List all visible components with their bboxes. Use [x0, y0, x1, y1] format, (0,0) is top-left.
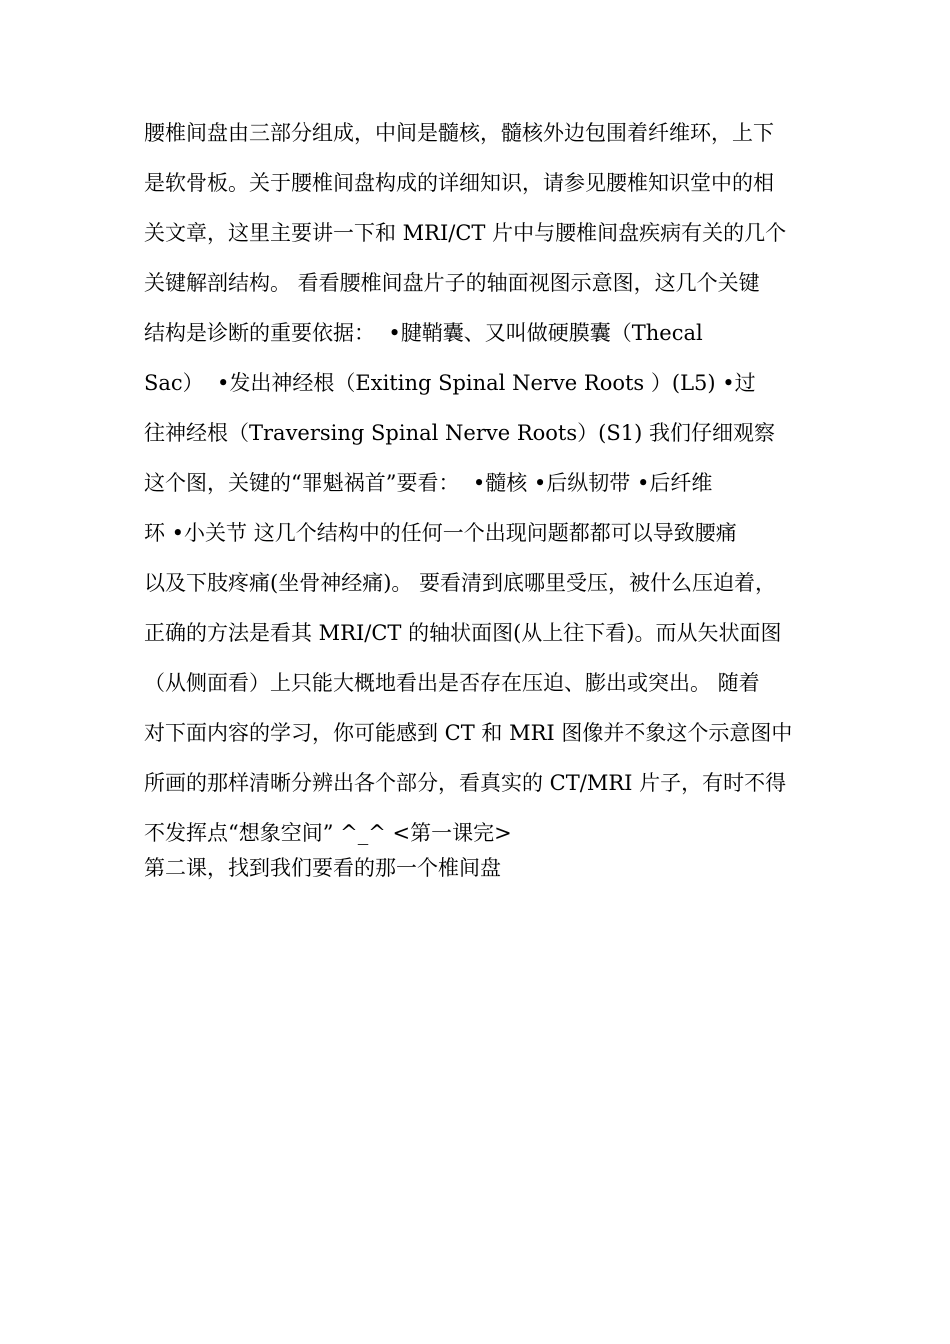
text-line: 第二课，找到我们要看的那一个椎间盘	[144, 856, 501, 880]
text-line: 往神经根（Traversing Spinal Nerve Roots）(S1) 我们仔细观察	[144, 421, 775, 445]
text-line: 环 •小关节 这几个结构中的任何一个出现问题都都可以导致腰痛	[144, 521, 737, 545]
text-line: Sac） •发出神经根（Exiting Spinal Nerve Roots ）(L5) •过	[144, 371, 756, 395]
text-line: 正确的方法是看其 MRI/CT 的轴状面图(从上往下看)。而从矢状面图	[144, 621, 782, 645]
paragraph-lumbar-disc-anatomy	[144, 108, 808, 858]
text-line: 所画的那样清晰分辨出各个部分，看真实的 CT/MRI 片子，有时不得	[144, 771, 787, 795]
text-line: 不发挥点“想象空间” ^_^ <第一课完>	[144, 821, 512, 845]
text-line: （从侧面看）上只能大概地看出是否存在压迫、膨出或突出。 随着	[144, 671, 760, 695]
text-line: 关文章，这里主要讲一下和 MRI/CT 片中与腰椎间盘疾病有关的几个	[144, 221, 787, 245]
text-line: 这个图，关键的“罪魁祸首”要看： •髓核 •后纵韧带 •后纤维	[144, 471, 713, 495]
text-line: 以及下肢疼痛(坐骨神经痛)。 要看清到底哪里受压，被什么压迫着，	[144, 571, 777, 595]
text-line: 是软骨板。关于腰椎间盘构成的详细知识，请参见腰椎知识堂中的相	[144, 171, 774, 195]
text-line: 关键解剖结构。 看看腰椎间盘片子的轴面视图示意图，这几个关键	[144, 271, 760, 295]
text-line: 腰椎间盘由三部分组成，中间是髓核，髓核外边包围着纤维环，上下	[144, 121, 774, 145]
text-line: 结构是诊断的重要依据： •腱鞘囊、又叫做硬膜囊（Thecal	[144, 321, 703, 345]
paragraph-lesson-two-heading	[144, 843, 808, 893]
text-line: 对下面内容的学习，你可能感到 CT 和 MRI 图像并不象这个示意图中	[144, 721, 793, 745]
